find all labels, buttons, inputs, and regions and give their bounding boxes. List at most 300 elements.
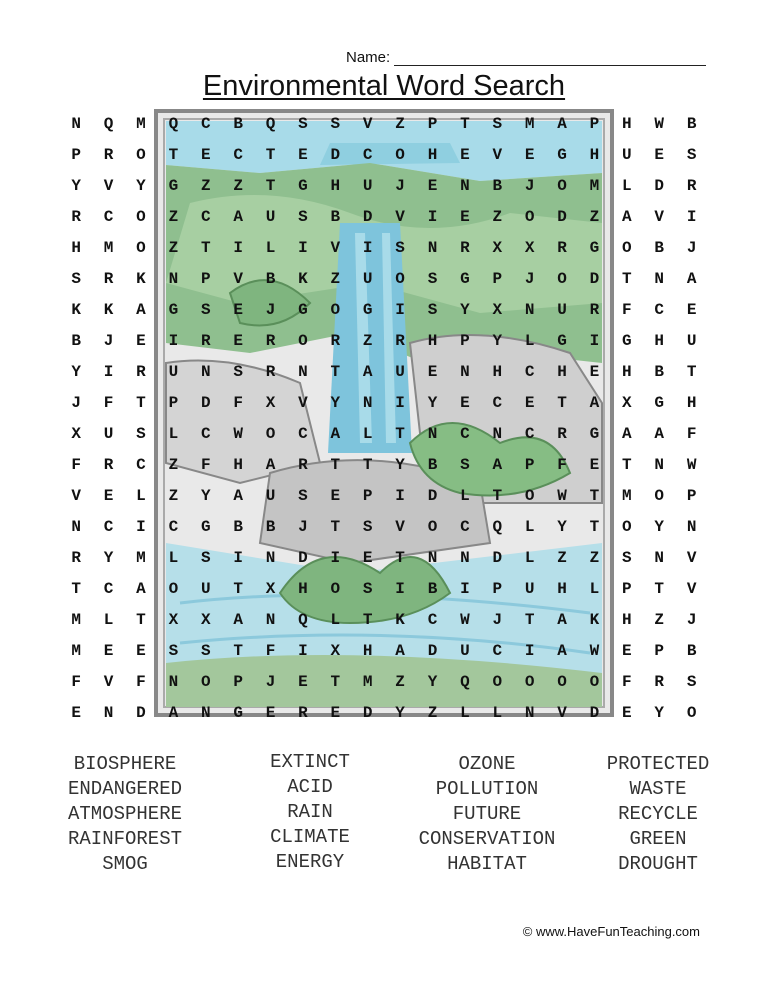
grid-letter-cell[interactable]: Q (265, 114, 276, 133)
grid-letter-cell[interactable]: F (233, 393, 243, 412)
grid-letter-cell[interactable]: O (427, 517, 438, 536)
grid-letter-cell[interactable]: R (686, 176, 697, 195)
grid-letter-cell[interactable]: H (622, 362, 632, 381)
grid-letter-cell[interactable]: E (427, 176, 438, 195)
grid-letter-cell[interactable]: Y (71, 362, 81, 381)
grid-letter-cell[interactable]: M (622, 486, 632, 505)
grid-letter-cell[interactable]: C (460, 517, 470, 536)
grid-letter-cell[interactable]: S (427, 269, 438, 288)
grid-letter-cell[interactable]: P (460, 331, 470, 350)
grid-letter-cell[interactable]: S (168, 641, 179, 660)
grid-letter-cell[interactable]: E (298, 145, 308, 164)
grid-letter-cell[interactable]: D (492, 548, 503, 567)
grid-letter-cell[interactable]: Q (298, 610, 308, 629)
grid-letter-cell[interactable]: R (200, 331, 211, 350)
grid-letter-cell[interactable]: N (265, 548, 276, 567)
grid-letter-cell[interactable]: O (557, 269, 567, 288)
grid-letter-cell[interactable]: Y (654, 703, 665, 722)
grid-letter-cell[interactable]: C (136, 455, 146, 474)
grid-letter-cell[interactable]: B (654, 238, 665, 257)
grid-letter-cell[interactable]: L (460, 703, 470, 722)
grid-letter-cell[interactable]: T (330, 455, 341, 474)
grid-letter-cell[interactable]: D (200, 393, 211, 412)
grid-letter-cell[interactable]: T (492, 486, 503, 505)
grid-letter-cell[interactable]: G (298, 176, 308, 195)
grid-letter-cell[interactable]: P (427, 114, 438, 133)
grid-letter-cell[interactable]: X (492, 238, 503, 257)
grid-letter-cell[interactable]: H (492, 362, 503, 381)
grid-letter-cell[interactable]: F (71, 672, 81, 691)
grid-letter-cell[interactable]: O (524, 207, 535, 226)
grid-letter-cell[interactable]: Y (427, 393, 438, 412)
grid-letter-cell[interactable]: J (298, 517, 308, 536)
grid-letter-cell[interactable]: A (233, 610, 243, 629)
grid-letter-cell[interactable]: P (168, 393, 179, 412)
grid-letter-cell[interactable]: Z (427, 703, 438, 722)
grid-letter-cell[interactable]: S (136, 424, 146, 443)
grid-letter-cell[interactable]: O (492, 672, 503, 691)
grid-letter-cell[interactable]: C (492, 393, 503, 412)
grid-letter-cell[interactable]: A (557, 114, 567, 133)
grid-letter-cell[interactable]: S (298, 114, 308, 133)
grid-letter-cell[interactable]: G (200, 517, 211, 536)
grid-letter-cell[interactable]: V (492, 145, 503, 164)
grid-letter-cell[interactable]: F (686, 424, 697, 443)
grid-letter-cell[interactable]: P (200, 269, 211, 288)
grid-letter-cell[interactable]: H (427, 145, 438, 164)
grid-letter-cell[interactable]: O (200, 672, 211, 691)
grid-letter-cell[interactable]: X (265, 393, 276, 412)
grid-letter-cell[interactable]: B (686, 641, 697, 660)
grid-letter-cell[interactable]: P (492, 269, 503, 288)
grid-letter-cell[interactable]: E (524, 145, 535, 164)
grid-letter-cell[interactable]: V (686, 579, 697, 598)
grid-letter-cell[interactable]: J (686, 610, 697, 629)
grid-letter-cell[interactable]: S (298, 207, 308, 226)
grid-letter-cell[interactable]: N (298, 362, 308, 381)
grid-letter-cell[interactable]: A (168, 703, 179, 722)
grid-letter-cell[interactable]: Y (460, 300, 470, 319)
grid-letter-cell[interactable]: C (200, 114, 211, 133)
grid-letter-cell[interactable]: S (298, 486, 308, 505)
grid-letter-cell[interactable]: B (654, 362, 665, 381)
grid-letter-cell[interactable]: E (622, 703, 632, 722)
grid-letter-cell[interactable]: R (71, 548, 81, 567)
grid-letter-cell[interactable]: W (686, 455, 697, 474)
grid-letter-cell[interactable]: O (524, 672, 535, 691)
grid-letter-cell[interactable]: I (103, 362, 114, 381)
grid-letter-cell[interactable]: H (557, 362, 567, 381)
grid-letter-cell[interactable]: F (136, 672, 146, 691)
grid-letter-cell[interactable]: S (200, 300, 211, 319)
grid-letter-cell[interactable]: A (589, 393, 600, 412)
grid-letter-cell[interactable]: X (622, 393, 632, 412)
grid-letter-cell[interactable]: C (427, 610, 438, 629)
grid-letter-cell[interactable]: Q (168, 114, 179, 133)
grid-letter-cell[interactable]: N (168, 269, 179, 288)
grid-letter-cell[interactable]: H (557, 579, 567, 598)
grid-letter-cell[interactable]: W (460, 610, 470, 629)
grid-letter-cell[interactable]: J (524, 176, 535, 195)
grid-letter-cell[interactable]: P (622, 579, 632, 598)
grid-letter-cell[interactable]: U (265, 207, 276, 226)
grid-letter-cell[interactable]: C (103, 579, 114, 598)
grid-letter-cell[interactable]: S (233, 362, 243, 381)
grid-letter-cell[interactable]: K (103, 300, 114, 319)
grid-letter-cell[interactable]: P (233, 672, 243, 691)
grid-letter-cell[interactable]: N (460, 362, 470, 381)
grid-letter-cell[interactable]: A (395, 641, 405, 660)
grid-letter-cell[interactable]: J (492, 610, 503, 629)
grid-letter-cell[interactable]: G (460, 269, 470, 288)
grid-letter-cell[interactable]: O (298, 331, 308, 350)
grid-letter-cell[interactable]: D (362, 703, 373, 722)
grid-letter-cell[interactable]: T (200, 238, 211, 257)
grid-letter-cell[interactable]: C (524, 362, 535, 381)
grid-letter-cell[interactable]: A (622, 207, 632, 226)
grid-letter-cell[interactable]: Y (427, 672, 438, 691)
grid-letter-cell[interactable]: S (395, 238, 405, 257)
grid-letter-cell[interactable]: V (395, 517, 405, 536)
grid-letter-cell[interactable]: J (103, 331, 114, 350)
grid-letter-cell[interactable]: L (524, 548, 535, 567)
grid-letter-cell[interactable]: S (460, 455, 470, 474)
grid-letter-cell[interactable]: Z (168, 238, 179, 257)
grid-letter-cell[interactable]: O (622, 517, 632, 536)
grid-letter-cell[interactable]: A (362, 362, 373, 381)
grid-letter-cell[interactable]: R (460, 238, 470, 257)
grid-letter-cell[interactable]: L (589, 579, 600, 598)
grid-letter-cell[interactable]: D (362, 207, 373, 226)
grid-letter-cell[interactable]: N (71, 114, 81, 133)
grid-letter-cell[interactable]: T (330, 672, 341, 691)
grid-letter-cell[interactable]: R (103, 145, 114, 164)
grid-letter-cell[interactable]: J (524, 269, 535, 288)
grid-letter-cell[interactable]: N (427, 424, 438, 443)
grid-letter-cell[interactable]: E (427, 362, 438, 381)
grid-letter-cell[interactable]: E (330, 703, 341, 722)
grid-letter-cell[interactable]: G (589, 424, 600, 443)
grid-letter-cell[interactable]: C (492, 641, 503, 660)
grid-letter-cell[interactable]: E (460, 207, 470, 226)
grid-letter-cell[interactable]: M (136, 114, 146, 133)
grid-letter-cell[interactable]: W (233, 424, 243, 443)
grid-letter-cell[interactable]: G (233, 703, 243, 722)
grid-letter-cell[interactable]: O (136, 207, 146, 226)
grid-letter-cell[interactable]: J (686, 238, 697, 257)
grid-letter-cell[interactable]: Q (103, 114, 114, 133)
grid-letter-cell[interactable]: T (233, 641, 243, 660)
grid-letter-cell[interactable]: C (654, 300, 665, 319)
grid-letter-cell[interactable]: R (330, 331, 341, 350)
grid-letter-cell[interactable]: N (492, 424, 503, 443)
grid-letter-cell[interactable]: I (298, 238, 308, 257)
grid-letter-cell[interactable]: M (71, 641, 81, 660)
grid-letter-cell[interactable]: T (395, 424, 405, 443)
grid-letter-cell[interactable]: X (71, 424, 81, 443)
grid-letter-cell[interactable]: C (103, 207, 114, 226)
grid-letter-cell[interactable]: D (136, 703, 146, 722)
grid-letter-cell[interactable]: A (330, 424, 341, 443)
grid-letter-cell[interactable]: H (233, 455, 243, 474)
grid-letter-cell[interactable]: H (686, 393, 697, 412)
grid-letter-cell[interactable]: H (589, 145, 600, 164)
grid-letter-cell[interactable]: V (686, 548, 697, 567)
grid-letter-cell[interactable]: T (330, 362, 341, 381)
grid-letter-cell[interactable]: A (136, 300, 146, 319)
grid-letter-cell[interactable]: E (622, 641, 632, 660)
grid-letter-cell[interactable]: N (654, 269, 665, 288)
grid-letter-cell[interactable]: O (557, 672, 567, 691)
grid-letter-cell[interactable]: A (233, 207, 243, 226)
grid-letter-cell[interactable]: I (233, 548, 243, 567)
grid-letter-cell[interactable]: E (136, 641, 146, 660)
grid-letter-cell[interactable]: O (330, 579, 341, 598)
grid-letter-cell[interactable]: F (200, 455, 211, 474)
grid-letter-cell[interactable]: O (330, 300, 341, 319)
grid-letter-cell[interactable]: U (395, 362, 405, 381)
grid-letter-cell[interactable]: L (265, 238, 276, 257)
grid-letter-cell[interactable]: C (200, 207, 211, 226)
grid-letter-cell[interactable]: J (71, 393, 81, 412)
grid-letter-cell[interactable]: I (427, 207, 438, 226)
grid-letter-cell[interactable]: F (622, 672, 632, 691)
grid-letter-cell[interactable]: O (686, 703, 697, 722)
grid-letter-cell[interactable]: U (362, 176, 373, 195)
grid-letter-cell[interactable]: N (71, 517, 81, 536)
grid-letter-cell[interactable]: H (330, 176, 341, 195)
grid-letter-cell[interactable]: L (524, 517, 535, 536)
grid-letter-cell[interactable]: E (460, 393, 470, 412)
grid-letter-cell[interactable]: T (460, 114, 470, 133)
grid-letter-cell[interactable]: Q (492, 517, 503, 536)
grid-letter-cell[interactable]: C (460, 424, 470, 443)
grid-letter-cell[interactable]: Z (492, 207, 503, 226)
grid-letter-cell[interactable]: N (524, 703, 535, 722)
grid-letter-cell[interactable]: F (71, 455, 81, 474)
grid-letter-cell[interactable]: C (168, 517, 179, 536)
grid-letter-cell[interactable]: G (168, 176, 179, 195)
grid-letter-cell[interactable]: W (654, 114, 665, 133)
grid-letter-cell[interactable]: B (492, 176, 503, 195)
grid-letter-cell[interactable]: D (427, 641, 438, 660)
grid-letter-cell[interactable]: N (200, 703, 211, 722)
grid-letter-cell[interactable]: F (622, 300, 632, 319)
grid-letter-cell[interactable]: E (362, 548, 373, 567)
grid-letter-cell[interactable]: X (168, 610, 179, 629)
grid-letter-cell[interactable]: N (200, 362, 211, 381)
grid-letter-cell[interactable]: F (265, 641, 276, 660)
grid-letter-cell[interactable]: Z (168, 486, 179, 505)
grid-letter-cell[interactable]: S (330, 114, 341, 133)
grid-letter-cell[interactable]: T (557, 393, 567, 412)
grid-letter-cell[interactable]: B (427, 455, 438, 474)
grid-letter-cell[interactable]: O (395, 145, 405, 164)
grid-letter-cell[interactable]: E (200, 145, 211, 164)
grid-letter-cell[interactable]: P (71, 145, 81, 164)
grid-letter-cell[interactable]: V (654, 207, 665, 226)
grid-letter-cell[interactable]: Z (362, 331, 373, 350)
grid-letter-cell[interactable]: M (136, 548, 146, 567)
grid-letter-cell[interactable]: E (103, 641, 114, 660)
grid-letter-cell[interactable]: P (686, 486, 697, 505)
grid-letter-cell[interactable]: H (622, 114, 632, 133)
grid-letter-cell[interactable]: S (200, 548, 211, 567)
grid-letter-cell[interactable]: A (622, 424, 632, 443)
grid-letter-cell[interactable]: B (265, 269, 276, 288)
grid-letter-cell[interactable]: X (200, 610, 211, 629)
grid-letter-cell[interactable]: I (686, 207, 697, 226)
grid-letter-cell[interactable]: Y (136, 176, 146, 195)
grid-letter-cell[interactable]: S (686, 145, 697, 164)
grid-letter-cell[interactable]: M (524, 114, 535, 133)
grid-letter-cell[interactable]: A (136, 579, 146, 598)
grid-letter-cell[interactable]: B (330, 207, 341, 226)
grid-letter-cell[interactable]: U (460, 641, 470, 660)
grid-letter-cell[interactable]: W (589, 641, 600, 660)
grid-letter-cell[interactable]: O (557, 176, 567, 195)
grid-letter-cell[interactable]: K (395, 610, 405, 629)
grid-letter-cell[interactable]: O (524, 486, 535, 505)
grid-letter-cell[interactable]: J (395, 176, 405, 195)
grid-letter-cell[interactable]: T (654, 579, 665, 598)
grid-letter-cell[interactable]: N (427, 548, 438, 567)
grid-letter-cell[interactable]: I (524, 641, 535, 660)
grid-letter-cell[interactable]: O (654, 486, 665, 505)
grid-letter-cell[interactable]: R (654, 672, 665, 691)
grid-letter-cell[interactable]: H (298, 579, 308, 598)
grid-letter-cell[interactable]: L (103, 610, 114, 629)
grid-letter-cell[interactable]: P (524, 455, 535, 474)
grid-letter-cell[interactable]: M (103, 238, 114, 257)
grid-letter-cell[interactable]: L (168, 424, 179, 443)
grid-letter-cell[interactable]: Z (589, 207, 600, 226)
grid-letter-cell[interactable]: I (168, 331, 179, 350)
grid-letter-cell[interactable]: H (71, 238, 81, 257)
grid-letter-cell[interactable]: L (136, 486, 146, 505)
grid-letter-cell[interactable]: K (136, 269, 146, 288)
grid-letter-cell[interactable]: N (654, 455, 665, 474)
grid-letter-cell[interactable]: R (265, 362, 276, 381)
grid-letter-cell[interactable]: T (589, 517, 600, 536)
grid-letter-cell[interactable]: U (524, 579, 535, 598)
grid-letter-cell[interactable]: D (557, 207, 567, 226)
grid-letter-cell[interactable]: Z (330, 269, 341, 288)
grid-letter-cell[interactable]: T (330, 517, 341, 536)
grid-letter-cell[interactable]: T (71, 579, 81, 598)
grid-letter-cell[interactable]: B (233, 114, 243, 133)
grid-letter-cell[interactable]: R (103, 269, 114, 288)
grid-letter-cell[interactable]: S (622, 548, 632, 567)
grid-letter-cell[interactable]: Y (71, 176, 81, 195)
grid-letter-cell[interactable]: B (233, 517, 243, 536)
grid-letter-cell[interactable]: L (492, 703, 503, 722)
grid-letter-cell[interactable]: R (395, 331, 405, 350)
grid-letter-cell[interactable]: X (524, 238, 535, 257)
grid-letter-cell[interactable]: I (589, 331, 600, 350)
grid-letter-cell[interactable]: D (427, 486, 438, 505)
grid-letter-cell[interactable]: V (103, 672, 114, 691)
grid-letter-cell[interactable]: S (71, 269, 81, 288)
grid-letter-cell[interactable]: N (654, 548, 665, 567)
grid-letter-cell[interactable]: N (362, 393, 373, 412)
grid-letter-cell[interactable]: I (136, 517, 146, 536)
grid-letter-cell[interactable]: B (427, 579, 438, 598)
grid-letter-cell[interactable]: R (71, 207, 81, 226)
grid-letter-cell[interactable]: R (557, 238, 567, 257)
grid-letter-cell[interactable]: Z (654, 610, 665, 629)
grid-letter-cell[interactable]: T (265, 145, 276, 164)
grid-letter-cell[interactable]: E (589, 362, 600, 381)
grid-letter-cell[interactable]: D (654, 176, 665, 195)
grid-letter-cell[interactable]: I (460, 579, 470, 598)
grid-letter-cell[interactable]: U (557, 300, 567, 319)
grid-letter-cell[interactable]: Z (557, 548, 567, 567)
grid-letter-cell[interactable]: U (686, 331, 697, 350)
grid-letter-cell[interactable]: Y (395, 703, 405, 722)
grid-letter-cell[interactable]: T (622, 455, 632, 474)
grid-letter-cell[interactable]: H (427, 331, 438, 350)
grid-letter-cell[interactable]: T (233, 579, 243, 598)
grid-letter-cell[interactable]: N (686, 517, 697, 536)
grid-letter-cell[interactable]: N (460, 548, 470, 567)
grid-letter-cell[interactable]: O (622, 238, 632, 257)
grid-letter-cell[interactable]: I (395, 300, 405, 319)
grid-letter-cell[interactable]: Z (200, 176, 211, 195)
grid-letter-cell[interactable]: R (589, 300, 600, 319)
grid-letter-cell[interactable]: A (233, 486, 243, 505)
grid-letter-cell[interactable]: S (686, 672, 697, 691)
grid-letter-cell[interactable]: H (362, 641, 373, 660)
grid-letter-cell[interactable]: L (524, 331, 535, 350)
grid-letter-cell[interactable]: E (71, 703, 81, 722)
grid-letter-cell[interactable]: E (524, 393, 535, 412)
grid-letter-cell[interactable]: V (103, 176, 114, 195)
grid-letter-cell[interactable]: T (136, 610, 146, 629)
grid-letter-cell[interactable]: E (233, 331, 243, 350)
grid-letter-cell[interactable]: T (686, 362, 697, 381)
grid-letter-cell[interactable]: C (362, 145, 373, 164)
grid-letter-cell[interactable]: E (589, 455, 600, 474)
grid-letter-cell[interactable]: Y (395, 455, 405, 474)
grid-letter-cell[interactable]: J (265, 300, 276, 319)
grid-letter-cell[interactable]: B (71, 331, 81, 350)
grid-letter-cell[interactable]: Y (200, 486, 211, 505)
grid-letter-cell[interactable]: A (654, 424, 665, 443)
grid-letter-cell[interactable]: Y (492, 331, 503, 350)
grid-letter-cell[interactable]: O (136, 145, 146, 164)
grid-letter-cell[interactable]: U (362, 269, 373, 288)
grid-letter-cell[interactable]: I (362, 238, 373, 257)
grid-letter-cell[interactable]: T (362, 455, 373, 474)
grid-letter-cell[interactable]: S (362, 517, 373, 536)
grid-letter-cell[interactable]: K (589, 610, 600, 629)
grid-letter-cell[interactable]: E (330, 486, 341, 505)
grid-letter-cell[interactable]: T (622, 269, 632, 288)
grid-letter-cell[interactable]: G (557, 145, 567, 164)
grid-letter-cell[interactable]: Z (395, 114, 405, 133)
grid-letter-cell[interactable]: I (298, 641, 308, 660)
grid-letter-cell[interactable]: N (427, 238, 438, 257)
grid-letter-cell[interactable]: F (557, 455, 567, 474)
grid-letter-cell[interactable]: V (557, 703, 567, 722)
grid-letter-cell[interactable]: G (168, 300, 179, 319)
grid-letter-cell[interactable]: T (395, 548, 405, 567)
grid-letter-cell[interactable]: P (362, 486, 373, 505)
grid-letter-cell[interactable]: E (265, 703, 276, 722)
grid-letter-cell[interactable]: K (298, 269, 308, 288)
grid-letter-cell[interactable]: P (492, 579, 503, 598)
